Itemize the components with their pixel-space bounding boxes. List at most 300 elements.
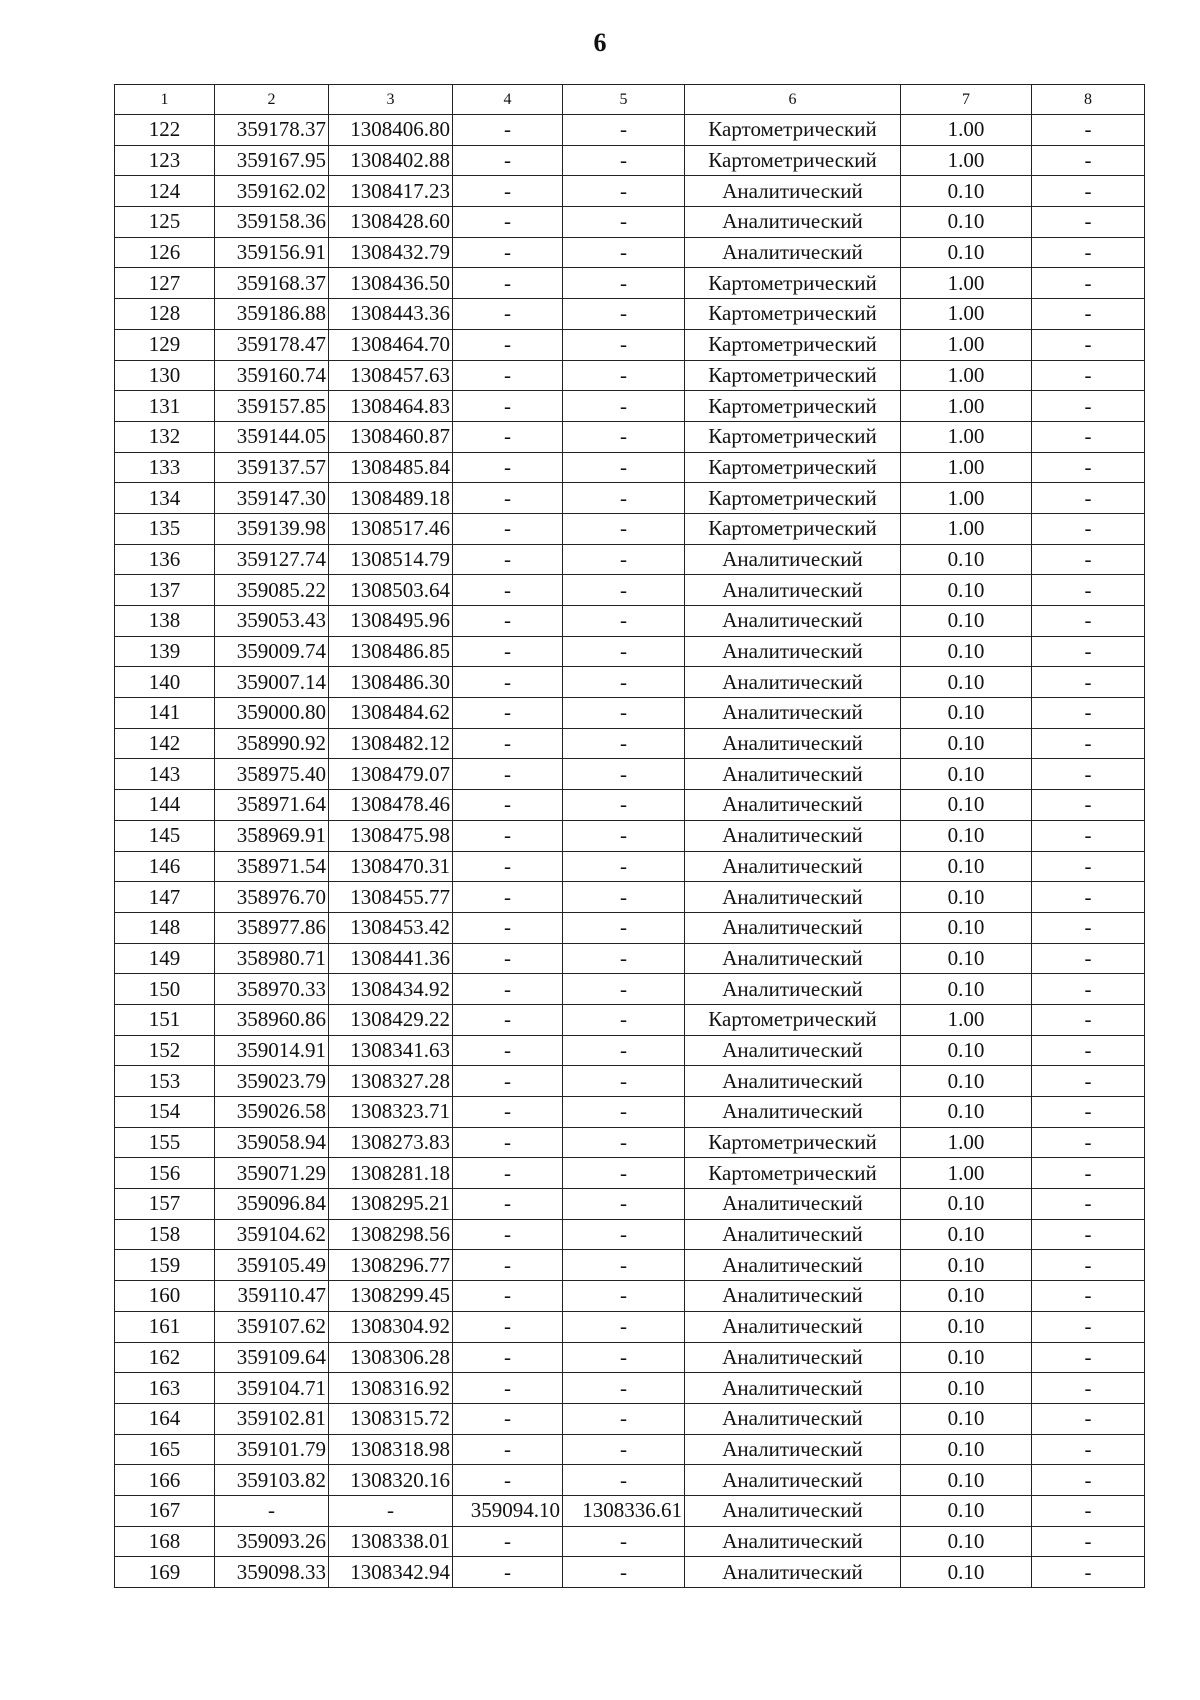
x-coordinate-cell: 358969.91: [215, 820, 329, 851]
x-coordinate-cell: 359157.85: [215, 391, 329, 422]
point-number-cell: 169: [115, 1557, 215, 1588]
x-new-cell: -: [453, 1281, 563, 1312]
y-new-cell: -: [563, 912, 685, 943]
description-cell: -: [1032, 1281, 1145, 1312]
column-header: 4: [453, 85, 563, 115]
y-new-cell: -: [563, 1097, 685, 1128]
y-new-cell: -: [563, 1158, 685, 1189]
x-new-cell: -: [453, 115, 563, 146]
method-cell: Аналитический: [685, 759, 901, 790]
x-coordinate-cell: 359026.58: [215, 1097, 329, 1128]
accuracy-cell: 1.00: [901, 1127, 1032, 1158]
table-row: [115, 1434, 1145, 1465]
accuracy-cell: 0.10: [901, 1066, 1032, 1097]
y-coordinate-cell: 1308323.71: [329, 1097, 453, 1128]
table-row: [115, 1127, 1145, 1158]
y-coordinate-cell: 1308316.92: [329, 1373, 453, 1404]
y-new-cell: -: [563, 1311, 685, 1342]
y-new-cell: -: [563, 851, 685, 882]
accuracy-cell: 0.10: [901, 851, 1032, 882]
x-coordinate-cell: 359103.82: [215, 1465, 329, 1496]
x-coordinate-cell: 359098.33: [215, 1557, 329, 1588]
table-row: [115, 575, 1145, 606]
point-number-cell: 122: [115, 115, 215, 146]
table-row: [115, 1311, 1145, 1342]
description-cell: -: [1032, 698, 1145, 729]
x-new-cell: -: [453, 1004, 563, 1035]
point-number-cell: 146: [115, 851, 215, 882]
description-cell: -: [1032, 728, 1145, 759]
x-new-cell: -: [453, 974, 563, 1005]
point-number-cell: 144: [115, 790, 215, 821]
point-number-cell: 157: [115, 1189, 215, 1220]
y-new-cell: -: [563, 421, 685, 452]
x-coordinate-cell: 359009.74: [215, 636, 329, 667]
x-coordinate-cell: 358971.54: [215, 851, 329, 882]
method-cell: Картометрический: [685, 268, 901, 299]
table-row: [115, 299, 1145, 330]
y-new-cell: -: [563, 360, 685, 391]
table-row: [115, 728, 1145, 759]
x-new-cell: -: [453, 1127, 563, 1158]
y-coordinate-cell: 1308479.07: [329, 759, 453, 790]
point-number-cell: 141: [115, 698, 215, 729]
table-row: [115, 851, 1145, 882]
table-row: [115, 207, 1145, 238]
y-coordinate-cell: 1308428.60: [329, 207, 453, 238]
description-cell: -: [1032, 421, 1145, 452]
x-new-cell: -: [453, 851, 563, 882]
y-coordinate-cell: 1308455.77: [329, 882, 453, 913]
method-cell: Аналитический: [685, 1557, 901, 1588]
accuracy-cell: 0.10: [901, 667, 1032, 698]
point-number-cell: 131: [115, 391, 215, 422]
table-row: [115, 1281, 1145, 1312]
method-cell: Аналитический: [685, 575, 901, 606]
y-new-cell: 1308336.61: [563, 1495, 685, 1526]
y-coordinate-cell: 1308299.45: [329, 1281, 453, 1312]
point-number-cell: 161: [115, 1311, 215, 1342]
accuracy-cell: 1.00: [901, 268, 1032, 299]
x-coordinate-cell: 359096.84: [215, 1189, 329, 1220]
table-row: [115, 115, 1145, 146]
accuracy-cell: 0.10: [901, 575, 1032, 606]
y-coordinate-cell: 1308406.80: [329, 115, 453, 146]
description-cell: -: [1032, 544, 1145, 575]
coordinates-table-container: [114, 84, 1145, 1588]
accuracy-cell: 1.00: [901, 513, 1032, 544]
x-new-cell: -: [453, 912, 563, 943]
y-new-cell: -: [563, 207, 685, 238]
x-coordinate-cell: 359000.80: [215, 698, 329, 729]
x-coordinate-cell: 359178.37: [215, 115, 329, 146]
table-row: [115, 513, 1145, 544]
method-cell: Картометрический: [685, 452, 901, 483]
accuracy-cell: 0.10: [901, 882, 1032, 913]
y-coordinate-cell: 1308484.62: [329, 698, 453, 729]
table-row: [115, 1250, 1145, 1281]
method-cell: Аналитический: [685, 1342, 901, 1373]
x-new-cell: -: [453, 943, 563, 974]
x-new-cell: -: [453, 1066, 563, 1097]
y-new-cell: -: [563, 115, 685, 146]
point-number-cell: 142: [115, 728, 215, 759]
y-coordinate-cell: 1308417.23: [329, 176, 453, 207]
method-cell: Аналитический: [685, 1097, 901, 1128]
x-coordinate-cell: 359007.14: [215, 667, 329, 698]
method-cell: Аналитический: [685, 1219, 901, 1250]
description-cell: -: [1032, 360, 1145, 391]
description-cell: -: [1032, 268, 1145, 299]
y-new-cell: -: [563, 882, 685, 913]
y-new-cell: -: [563, 1557, 685, 1588]
accuracy-cell: 0.10: [901, 1526, 1032, 1557]
description-cell: -: [1032, 329, 1145, 360]
accuracy-cell: 0.10: [901, 1373, 1032, 1404]
y-coordinate-cell: 1308434.92: [329, 974, 453, 1005]
table-row: [115, 1158, 1145, 1189]
y-new-cell: -: [563, 943, 685, 974]
point-number-cell: 140: [115, 667, 215, 698]
description-cell: -: [1032, 1189, 1145, 1220]
accuracy-cell: 0.10: [901, 759, 1032, 790]
y-coordinate-cell: 1308517.46: [329, 513, 453, 544]
point-number-cell: 129: [115, 329, 215, 360]
y-coordinate-cell: 1308489.18: [329, 483, 453, 514]
y-coordinate-cell: 1308318.98: [329, 1434, 453, 1465]
x-new-cell: -: [453, 360, 563, 391]
accuracy-cell: 0.10: [901, 1097, 1032, 1128]
x-coordinate-cell: 359107.62: [215, 1311, 329, 1342]
y-new-cell: -: [563, 759, 685, 790]
y-coordinate-cell: 1308470.31: [329, 851, 453, 882]
x-coordinate-cell: 358977.86: [215, 912, 329, 943]
y-coordinate-cell: 1308486.30: [329, 667, 453, 698]
point-number-cell: 165: [115, 1434, 215, 1465]
description-cell: -: [1032, 391, 1145, 422]
accuracy-cell: 0.10: [901, 1250, 1032, 1281]
method-cell: Аналитический: [685, 1311, 901, 1342]
point-number-cell: 156: [115, 1158, 215, 1189]
point-number-cell: 163: [115, 1373, 215, 1404]
point-number-cell: 128: [115, 299, 215, 330]
point-number-cell: 159: [115, 1250, 215, 1281]
table-row: [115, 1066, 1145, 1097]
accuracy-cell: 0.10: [901, 636, 1032, 667]
point-number-cell: 143: [115, 759, 215, 790]
table-row: [115, 1035, 1145, 1066]
y-new-cell: -: [563, 176, 685, 207]
y-new-cell: -: [563, 1035, 685, 1066]
accuracy-cell: 0.10: [901, 544, 1032, 575]
method-cell: Аналитический: [685, 1373, 901, 1404]
method-cell: Картометрический: [685, 513, 901, 544]
description-cell: -: [1032, 912, 1145, 943]
point-number-cell: 160: [115, 1281, 215, 1312]
description-cell: -: [1032, 1158, 1145, 1189]
accuracy-cell: 1.00: [901, 452, 1032, 483]
y-new-cell: -: [563, 268, 685, 299]
method-cell: Картометрический: [685, 421, 901, 452]
y-new-cell: -: [563, 483, 685, 514]
table-row: [115, 1373, 1145, 1404]
description-cell: -: [1032, 667, 1145, 698]
method-cell: Аналитический: [685, 882, 901, 913]
method-cell: Аналитический: [685, 943, 901, 974]
description-cell: -: [1032, 636, 1145, 667]
y-new-cell: -: [563, 636, 685, 667]
y-coordinate-cell: 1308298.56: [329, 1219, 453, 1250]
description-cell: -: [1032, 145, 1145, 176]
y-coordinate-cell: 1308436.50: [329, 268, 453, 299]
x-new-cell: -: [453, 544, 563, 575]
point-number-cell: 148: [115, 912, 215, 943]
point-number-cell: 158: [115, 1219, 215, 1250]
x-coordinate-cell: 359178.47: [215, 329, 329, 360]
x-coordinate-cell: 359110.47: [215, 1281, 329, 1312]
table-body: [115, 115, 1145, 1588]
x-coordinate-cell: 358975.40: [215, 759, 329, 790]
method-cell: Картометрический: [685, 360, 901, 391]
point-number-cell: 167: [115, 1495, 215, 1526]
column-header: 6: [685, 85, 901, 115]
description-cell: -: [1032, 483, 1145, 514]
y-coordinate-cell: 1308342.94: [329, 1557, 453, 1588]
point-number-cell: 162: [115, 1342, 215, 1373]
method-cell: Аналитический: [685, 912, 901, 943]
column-header: 2: [215, 85, 329, 115]
y-new-cell: -: [563, 513, 685, 544]
method-cell: Аналитический: [685, 790, 901, 821]
accuracy-cell: 1.00: [901, 1158, 1032, 1189]
y-new-cell: -: [563, 1127, 685, 1158]
point-number-cell: 137: [115, 575, 215, 606]
x-coordinate-cell: 358970.33: [215, 974, 329, 1005]
y-coordinate-cell: 1308464.70: [329, 329, 453, 360]
column-header: 1: [115, 85, 215, 115]
x-new-cell: -: [453, 483, 563, 514]
table-row: [115, 943, 1145, 974]
y-coordinate-cell: 1308495.96: [329, 606, 453, 637]
y-coordinate-cell: 1308482.12: [329, 728, 453, 759]
x-coordinate-cell: 359101.79: [215, 1434, 329, 1465]
y-coordinate-cell: 1308320.16: [329, 1465, 453, 1496]
accuracy-cell: 0.10: [901, 1189, 1032, 1220]
y-new-cell: -: [563, 974, 685, 1005]
table-row: [115, 176, 1145, 207]
y-new-cell: -: [563, 1281, 685, 1312]
method-cell: Аналитический: [685, 974, 901, 1005]
x-new-cell: -: [453, 1311, 563, 1342]
y-coordinate-cell: 1308485.84: [329, 452, 453, 483]
accuracy-cell: 1.00: [901, 145, 1032, 176]
x-new-cell: -: [453, 237, 563, 268]
x-new-cell: -: [453, 1219, 563, 1250]
method-cell: Аналитический: [685, 1066, 901, 1097]
method-cell: Аналитический: [685, 1434, 901, 1465]
x-coordinate-cell: 358971.64: [215, 790, 329, 821]
y-new-cell: -: [563, 237, 685, 268]
x-new-cell: -: [453, 820, 563, 851]
description-cell: -: [1032, 1557, 1145, 1588]
x-new-cell: -: [453, 575, 563, 606]
x-coordinate-cell: 359158.36: [215, 207, 329, 238]
x-new-cell: -: [453, 698, 563, 729]
point-number-cell: 127: [115, 268, 215, 299]
method-cell: Аналитический: [685, 1035, 901, 1066]
point-number-cell: 168: [115, 1526, 215, 1557]
table-row: [115, 329, 1145, 360]
table-row: [115, 452, 1145, 483]
method-cell: Картометрический: [685, 329, 901, 360]
y-coordinate-cell: 1308432.79: [329, 237, 453, 268]
method-cell: Аналитический: [685, 1465, 901, 1496]
method-cell: Аналитический: [685, 237, 901, 268]
y-coordinate-cell: 1308460.87: [329, 421, 453, 452]
description-cell: -: [1032, 1035, 1145, 1066]
table-row: [115, 820, 1145, 851]
y-coordinate-cell: 1308402.88: [329, 145, 453, 176]
accuracy-cell: 1.00: [901, 391, 1032, 422]
y-new-cell: -: [563, 1373, 685, 1404]
description-cell: -: [1032, 1066, 1145, 1097]
x-new-cell: 359094.10: [453, 1495, 563, 1526]
description-cell: -: [1032, 943, 1145, 974]
x-coordinate-cell: 359102.81: [215, 1403, 329, 1434]
x-coordinate-cell: 359144.05: [215, 421, 329, 452]
y-new-cell: -: [563, 1342, 685, 1373]
x-new-cell: -: [453, 176, 563, 207]
y-coordinate-cell: -: [329, 1495, 453, 1526]
method-cell: Аналитический: [685, 636, 901, 667]
x-new-cell: -: [453, 1035, 563, 1066]
description-cell: -: [1032, 1004, 1145, 1035]
y-new-cell: -: [563, 575, 685, 606]
y-coordinate-cell: 1308457.63: [329, 360, 453, 391]
method-cell: Аналитический: [685, 207, 901, 238]
x-coordinate-cell: 359014.91: [215, 1035, 329, 1066]
y-new-cell: -: [563, 1434, 685, 1465]
page-number: 6: [593, 28, 607, 57]
x-new-cell: -: [453, 1465, 563, 1496]
description-cell: -: [1032, 1465, 1145, 1496]
description-cell: -: [1032, 1373, 1145, 1404]
accuracy-cell: 1.00: [901, 299, 1032, 330]
point-number-cell: 149: [115, 943, 215, 974]
x-coordinate-cell: 359168.37: [215, 268, 329, 299]
accuracy-cell: 1.00: [901, 421, 1032, 452]
description-cell: -: [1032, 1219, 1145, 1250]
point-number-cell: 134: [115, 483, 215, 514]
y-coordinate-cell: 1308295.21: [329, 1189, 453, 1220]
description-cell: -: [1032, 575, 1145, 606]
y-new-cell: -: [563, 606, 685, 637]
y-new-cell: -: [563, 1250, 685, 1281]
description-cell: -: [1032, 1250, 1145, 1281]
description-cell: -: [1032, 851, 1145, 882]
x-new-cell: -: [453, 452, 563, 483]
accuracy-cell: 1.00: [901, 360, 1032, 391]
x-coordinate-cell: 359137.57: [215, 452, 329, 483]
table-row: [115, 145, 1145, 176]
table-row: [115, 1495, 1145, 1526]
description-cell: -: [1032, 207, 1145, 238]
method-cell: Аналитический: [685, 728, 901, 759]
x-coordinate-cell: 359105.49: [215, 1250, 329, 1281]
point-number-cell: 133: [115, 452, 215, 483]
y-new-cell: -: [563, 820, 685, 851]
x-coordinate-cell: 359053.43: [215, 606, 329, 637]
point-number-cell: 147: [115, 882, 215, 913]
point-number-cell: 135: [115, 513, 215, 544]
y-coordinate-cell: 1308514.79: [329, 544, 453, 575]
method-cell: Картометрический: [685, 1127, 901, 1158]
table-header-row: [115, 85, 1145, 115]
accuracy-cell: 0.10: [901, 237, 1032, 268]
accuracy-cell: 0.10: [901, 1219, 1032, 1250]
point-number-cell: 153: [115, 1066, 215, 1097]
method-cell: Аналитический: [685, 1403, 901, 1434]
accuracy-cell: 1.00: [901, 1004, 1032, 1035]
method-cell: Аналитический: [685, 698, 901, 729]
method-cell: Картометрический: [685, 391, 901, 422]
y-coordinate-cell: 1308315.72: [329, 1403, 453, 1434]
point-number-cell: 166: [115, 1465, 215, 1496]
y-coordinate-cell: 1308273.83: [329, 1127, 453, 1158]
y-new-cell: -: [563, 1403, 685, 1434]
accuracy-cell: 1.00: [901, 115, 1032, 146]
method-cell: Аналитический: [685, 1189, 901, 1220]
table-row: [115, 1219, 1145, 1250]
accuracy-cell: 0.10: [901, 1557, 1032, 1588]
description-cell: -: [1032, 1127, 1145, 1158]
description-cell: -: [1032, 974, 1145, 1005]
description-cell: -: [1032, 513, 1145, 544]
description-cell: -: [1032, 1495, 1145, 1526]
table-row: [115, 790, 1145, 821]
x-coordinate-cell: 359104.62: [215, 1219, 329, 1250]
x-coordinate-cell: -: [215, 1495, 329, 1526]
accuracy-cell: 0.10: [901, 790, 1032, 821]
y-new-cell: -: [563, 1004, 685, 1035]
column-header: 3: [329, 85, 453, 115]
x-new-cell: -: [453, 636, 563, 667]
y-new-cell: -: [563, 299, 685, 330]
table-row: [115, 636, 1145, 667]
y-coordinate-cell: 1308338.01: [329, 1526, 453, 1557]
accuracy-cell: 0.10: [901, 698, 1032, 729]
y-new-cell: -: [563, 145, 685, 176]
accuracy-cell: 0.10: [901, 943, 1032, 974]
x-new-cell: -: [453, 207, 563, 238]
x-new-cell: -: [453, 1342, 563, 1373]
table-row: [115, 360, 1145, 391]
x-new-cell: -: [453, 1403, 563, 1434]
point-number-cell: 139: [115, 636, 215, 667]
table-row: [115, 1557, 1145, 1588]
method-cell: Картометрический: [685, 483, 901, 514]
y-new-cell: -: [563, 698, 685, 729]
table-row: [115, 912, 1145, 943]
accuracy-cell: 0.10: [901, 912, 1032, 943]
y-new-cell: -: [563, 1526, 685, 1557]
y-coordinate-cell: 1308327.28: [329, 1066, 453, 1097]
x-new-cell: -: [453, 391, 563, 422]
x-new-cell: -: [453, 1557, 563, 1588]
method-cell: Аналитический: [685, 667, 901, 698]
point-number-cell: 123: [115, 145, 215, 176]
y-new-cell: -: [563, 1189, 685, 1220]
